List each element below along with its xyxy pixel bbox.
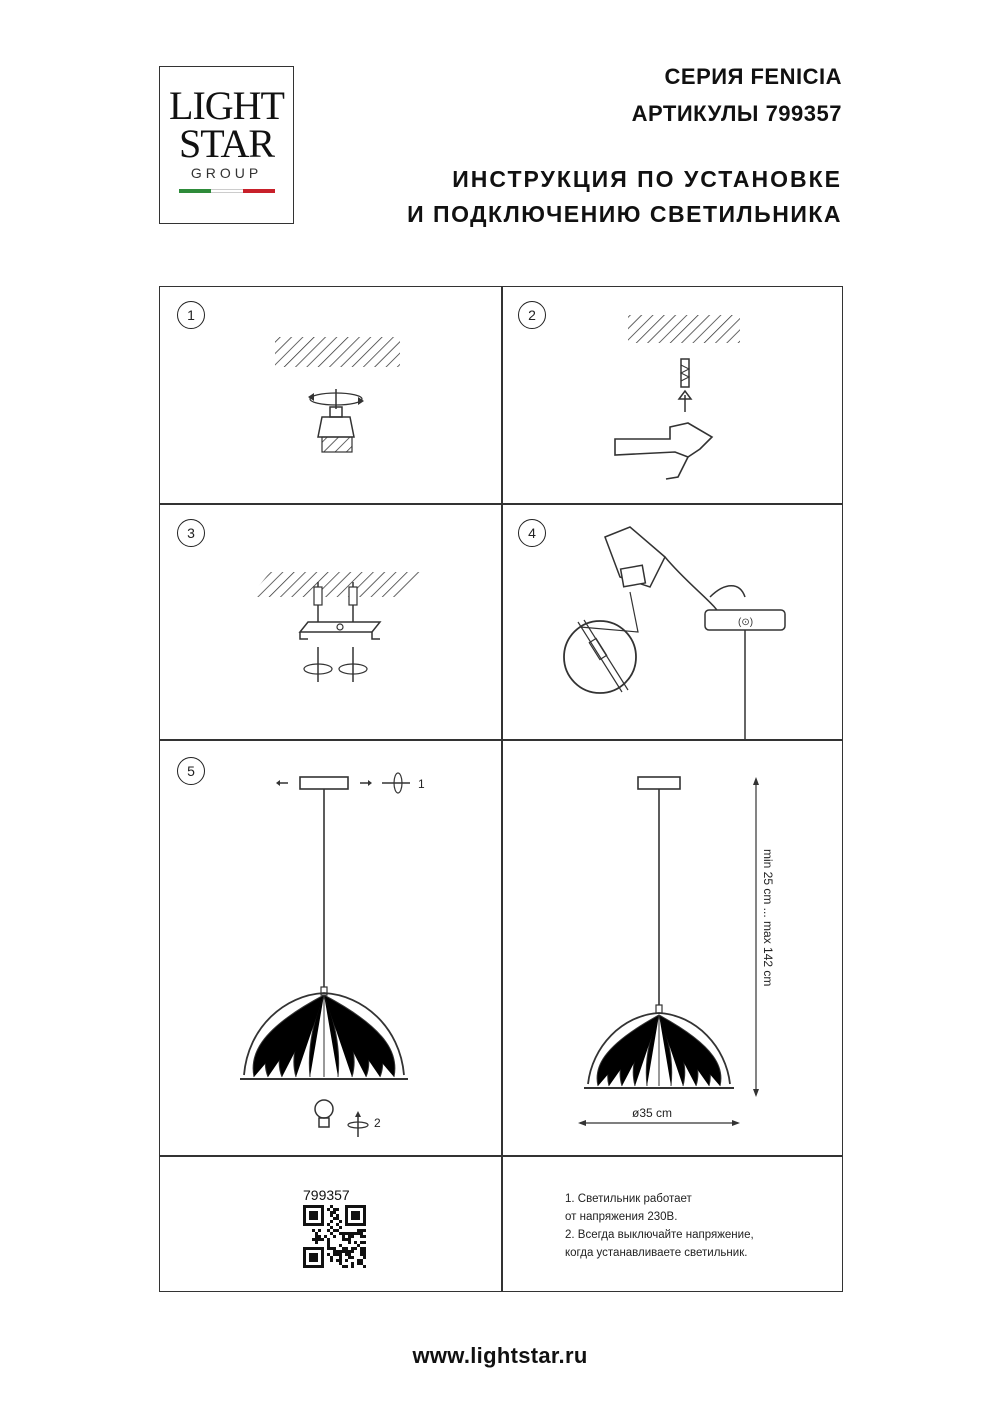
- qr-code: [305, 1205, 367, 1268]
- ceiling-hatch: [275, 337, 400, 367]
- step5-label-1: 1: [418, 777, 425, 791]
- flag-green: [179, 189, 211, 193]
- step-number: 1: [177, 301, 205, 329]
- shade-ribs: [597, 1015, 721, 1086]
- article-number: 799357: [303, 1187, 350, 1203]
- step1-illustration: [275, 337, 400, 452]
- svg-text:(⊙): (⊙): [738, 617, 754, 628]
- website-link[interactable]: www.lightstar.ru: [412, 1343, 588, 1368]
- logo-word-star: STAR: [178, 121, 275, 166]
- step2-illustration: [615, 315, 740, 479]
- canopy-icon: [638, 777, 680, 789]
- logo-word-group: GROUP: [190, 165, 263, 181]
- shade-ribs: [253, 995, 395, 1077]
- article-heading: АРТИКУЛЫ 799357: [631, 101, 842, 126]
- step5-illustration: [240, 773, 425, 1137]
- logo-word-light: LIGHT: [169, 83, 284, 128]
- height-dimension-label: min 25 cm ... max 142 cm: [761, 849, 775, 987]
- ceiling-hatch: [250, 572, 420, 597]
- step-number: 2: [518, 301, 546, 329]
- note-line: 1. Светильник работает: [565, 1193, 692, 1205]
- note-line: 2. Всегда выключайте напряжение,: [565, 1229, 754, 1241]
- note-line: когда устанавливаете светильник.: [565, 1247, 748, 1259]
- step3-illustration: [250, 572, 420, 682]
- italian-flag-stripe: [179, 189, 275, 193]
- diameter-dimension-label: ø35 cm: [632, 1106, 673, 1120]
- step-number: 4: [518, 519, 546, 547]
- step4-illustration: [564, 527, 785, 739]
- note-line: от напряжения 230В.: [565, 1211, 678, 1223]
- flag-white: [211, 189, 243, 193]
- document-title-line1: ИНСТРУКЦИЯ ПО УСТАНОВКЕ: [452, 166, 842, 192]
- wall-plug-icon: [681, 359, 689, 387]
- step5-label-2: 2: [374, 1116, 381, 1130]
- canopy-icon: [300, 777, 348, 789]
- hammer-icon: [615, 423, 712, 457]
- safety-notes: [565, 1190, 754, 1262]
- step-number: 5: [177, 757, 205, 785]
- series-name: СЕРИЯ FENICIA: [664, 64, 842, 89]
- instruction-grid: [159, 286, 843, 1292]
- instruction-drawings: [160, 287, 844, 1293]
- lamp-socket-icon: [318, 417, 354, 437]
- ceiling-hatch: [628, 315, 740, 343]
- document-title-line2: И ПОДКЛЮЧЕНИЮ СВЕТИЛЬНИКА: [407, 201, 842, 227]
- brand-logo: [159, 66, 294, 224]
- dimension-illustration: [578, 777, 775, 1126]
- step-number: 3: [177, 519, 205, 547]
- flag-red: [243, 189, 275, 193]
- bulb-icon: [315, 1100, 333, 1118]
